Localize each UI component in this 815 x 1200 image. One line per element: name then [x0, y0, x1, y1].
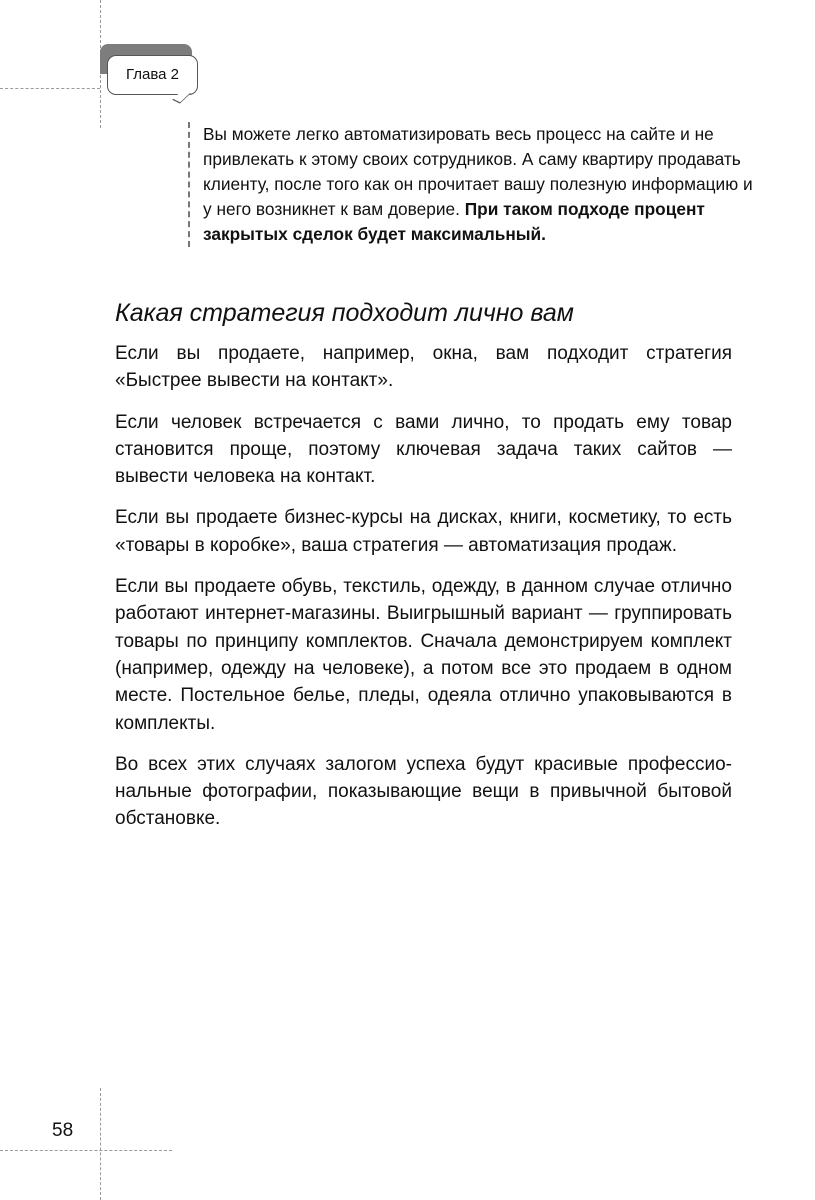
paragraph: Если вы продаете, например, окна, вам подходит стратегия «Быстрее вывести на контакт».: [115, 343, 732, 392]
crop-mark-bottom-horizontal: [0, 1150, 172, 1151]
chapter-label-text: Глава 2: [125, 66, 180, 83]
page-number: 58: [52, 1120, 74, 1141]
crop-mark-top-horizontal: [0, 88, 100, 89]
paragraph: Если человек встречается с вами лично, то продать ему товар становится проще, поэтому ключевая задача таких сайтов — вывести человека на контакт.: [115, 411, 732, 488]
body-text: [115, 340, 732, 847]
section-title: Какая стратегия подходит лично вам: [115, 299, 574, 327]
chapter-label: [107, 55, 198, 95]
paragraph: Если вы продаете бизнес-курсы на дисках, книги, косметику, то есть «товары в коробке», ваша стратегия — автоматизация продаж.: [115, 507, 732, 556]
paragraph: Во всех этих случаях залогом успеха будут красивые профессиональные фотографии, показывающие вещи в привычной бытовой обстановке.: [115, 753, 732, 830]
quote-text: Вы можете легко автоматизировать весь процесс на сайте и не привлекать к этому своих сотрудников. А саму квартиру продавать клиенту, после того как он прочитает вашу полезную информацию и у него возникнет к вам доверие.: [203, 124, 753, 219]
paragraph: Если вы продаете обувь, текстиль, одежду, в данном случае отлично работают интернет-магазины. Выигрышный вариант — группировать товары по принципу комплектов. Сначала демонстрируем комплект (например, одежду на человеке), а потом все это продаем в одном месте. Постельное белье, пледы, одеяла отлично упаковываются в комплекты.: [115, 576, 732, 734]
quote-bold-text: При таком подходе процент закрытых сделок будет максимальный.: [203, 199, 705, 244]
crop-mark-bottom-vertical: [100, 1088, 101, 1200]
speech-bubble-tail: [172, 89, 191, 103]
highlighted-quote: [188, 122, 758, 247]
